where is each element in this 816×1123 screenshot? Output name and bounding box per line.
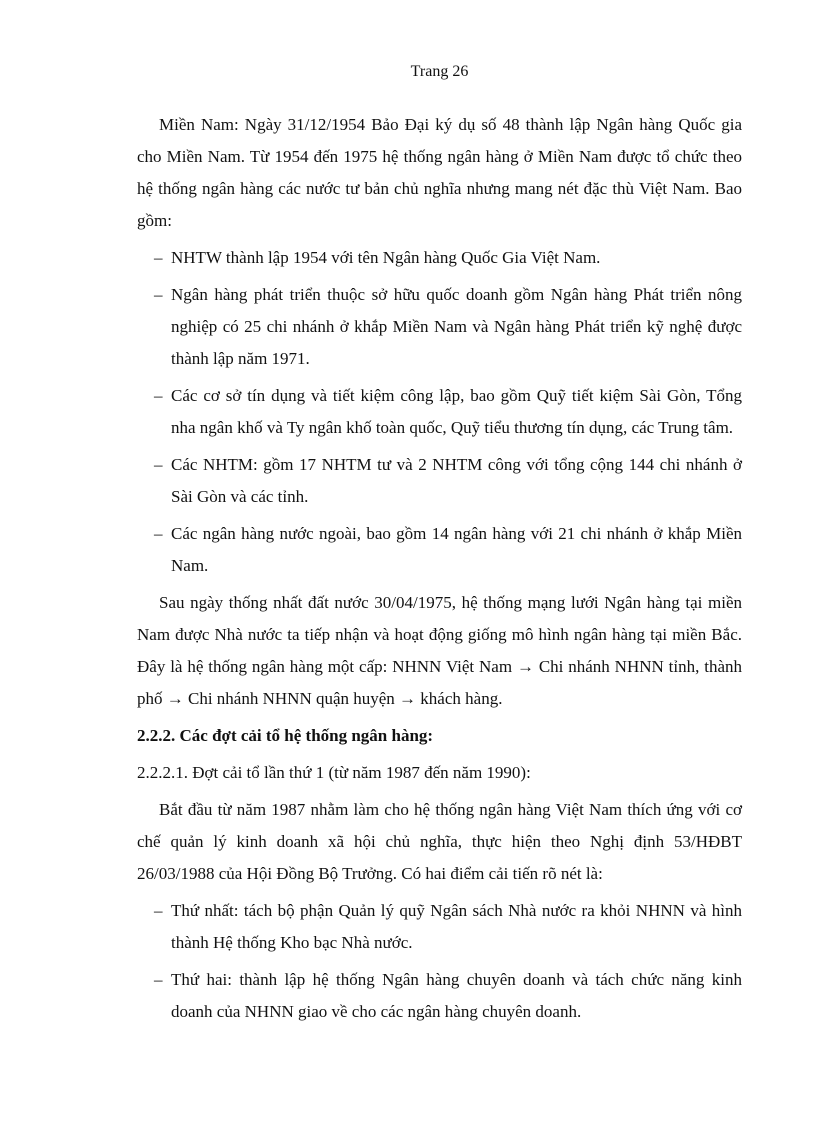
dash-bullet: – xyxy=(154,901,163,920)
dash-bullet: – xyxy=(154,285,163,304)
list-item xyxy=(137,380,742,444)
list-item xyxy=(137,449,742,513)
list-item xyxy=(137,279,742,375)
dash-bullet: – xyxy=(154,455,163,474)
list-item-text: Các NHTM: gồm 17 NHTM tư và 2 NHTM công với tổng cộng 144 chi nhánh ở Sài Gòn và các tỉnh. xyxy=(171,455,742,506)
list-item-text: NHTW thành lập 1954 với tên Ngân hàng Quốc Gia Việt Nam. xyxy=(171,248,601,267)
paragraph-after-unification: Sau ngày thống nhất đất nước 30/04/1975, hệ thống mạng lưới Ngân hàng tại miền Nam được Nhà nước ta tiếp nhận và hoạt động giống mô hình ngân hàng tại miền Bắc. Đây là hệ thống ngân hàng một cấp: NHNN Việt Nam → Chi nhánh NHNN tỉnh, thành phố → Chi nhánh NHNN quận huyện → khách hàng. xyxy=(137,593,742,708)
list-item xyxy=(137,964,742,1028)
dash-bullet: – xyxy=(154,386,163,405)
paragraph-mien-nam: Miền Nam: Ngày 31/12/1954 Bảo Đại ký dụ số 48 thành lập Ngân hàng Quốc gia cho Miền Nam. Từ 1954 đến 1975 hệ thống ngân hàng ở Miền Nam được tổ chức theo hệ thống ngân hàng các nước tư bản chủ nghĩa nhưng mang nét đặc thù Việt Nam. Bao gồm: xyxy=(137,115,742,230)
dash-bullet: – xyxy=(154,248,163,267)
document-page xyxy=(137,0,742,1123)
dash-bullet: – xyxy=(154,524,163,543)
document-body xyxy=(137,109,742,1033)
list-item xyxy=(137,518,742,582)
list-item-text: Thứ nhất: tách bộ phận Quản lý quỹ Ngân sách Nhà nước ra khỏi NHNN và hình thành Hệ thống Kho bạc Nhà nước. xyxy=(171,901,742,952)
dash-bullet: – xyxy=(154,970,163,989)
subsection-heading: 2.2.2.1. Đợt cải tổ lần thứ 1 (từ năm 1987 đến năm 1990): xyxy=(137,763,531,782)
list-item xyxy=(137,242,742,274)
list-item-text: Các ngân hàng nước ngoài, bao gồm 14 ngân hàng với 21 chi nhánh ở khắp Miền Nam. xyxy=(171,524,742,575)
page-number-header: Trang 26 xyxy=(410,63,469,80)
section-heading: 2.2.2. Các đợt cải tổ hệ thống ngân hàng: xyxy=(137,726,434,745)
list-item-text: Thứ hai: thành lập hệ thống Ngân hàng chuyên doanh và tách chức năng kinh doanh của NHNN giao về cho các ngân hàng chuyên doanh. xyxy=(171,970,742,1021)
list-item xyxy=(137,895,742,959)
paragraph-reform-1987: Bắt đầu từ năm 1987 nhằm làm cho hệ thống ngân hàng Việt Nam thích ứng với cơ chế quản lý kinh doanh xã hội chủ nghĩa, thực hiện theo Nghị định 53/HĐBT 26/03/1988 của Hội Đồng Bộ Trưởng. Có hai điểm cải tiến rõ nét là: xyxy=(137,800,742,883)
list-item-text: Ngân hàng phát triển thuộc sở hữu quốc doanh gồm Ngân hàng Phát triển nông nghiệp có 25 chi nhánh ở khắp Miền Nam và Ngân hàng Phát triển kỹ nghệ được thành lập năm 1971. xyxy=(171,285,742,368)
list-item-text: Các cơ sở tín dụng và tiết kiệm công lập, bao gồm Quỹ tiết kiệm Sài Gòn, Tổng nha ngân khố và Ty ngân khố toàn quốc, Quỹ tiểu thương tín dụng, các Trung tâm. xyxy=(171,386,742,437)
